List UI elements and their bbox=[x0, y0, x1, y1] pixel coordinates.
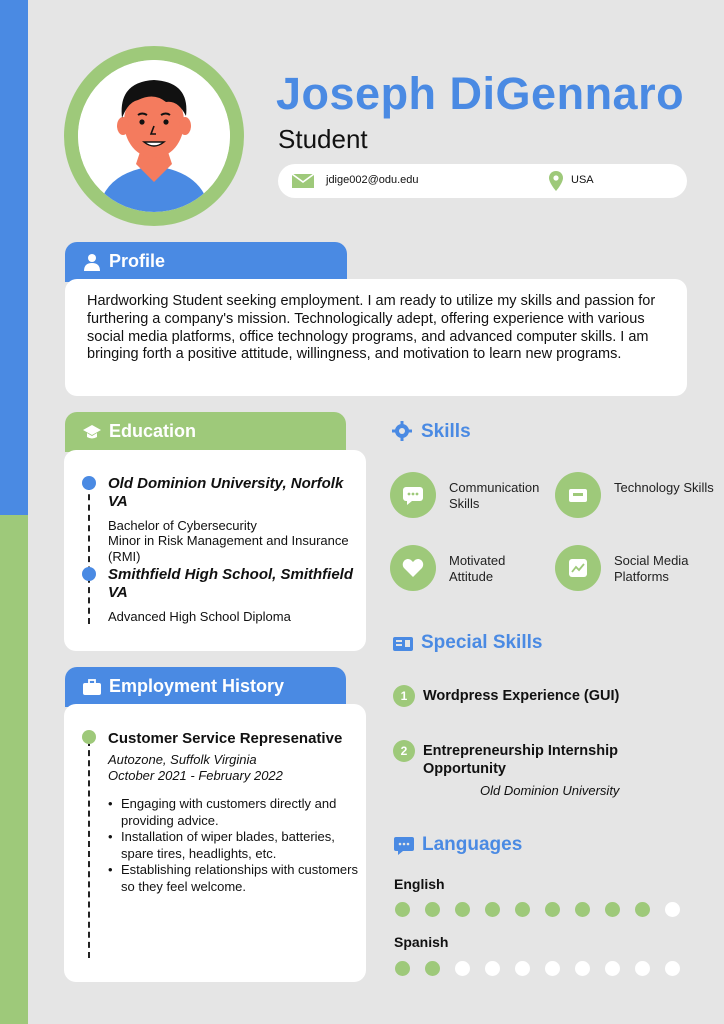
skill-label: Technology Skills bbox=[614, 480, 714, 495]
timeline-dot bbox=[82, 476, 96, 490]
graduation-cap-icon bbox=[83, 423, 101, 441]
avatar-illustration bbox=[78, 60, 230, 212]
education-school: Old Dominion University, Norfolk VA bbox=[108, 475, 344, 510]
rating-dot bbox=[485, 961, 500, 976]
envelope-icon bbox=[292, 174, 314, 188]
education-degree: Bachelor of Cybersecurity bbox=[108, 518, 257, 533]
employment-section-tab bbox=[65, 667, 346, 707]
education-degree: Advanced High School Diploma bbox=[108, 609, 291, 624]
job-duties-list bbox=[108, 796, 358, 895]
language-rating bbox=[395, 902, 680, 917]
language-name: Spanish bbox=[394, 934, 449, 950]
special-skills-heading: Special Skills bbox=[421, 632, 543, 653]
gear-icon bbox=[392, 421, 412, 441]
special-skill-title: Entrepreneurship Internship Opportunity bbox=[423, 743, 618, 777]
employment-heading: Employment History bbox=[109, 676, 285, 696]
language-name: English bbox=[394, 876, 445, 892]
rating-dot bbox=[545, 961, 560, 976]
number-badge: 2 bbox=[393, 740, 415, 762]
list-item: • Establishing relationships with customers so they feel welcome. bbox=[108, 862, 358, 895]
candidate-name: Joseph DiGennaro bbox=[276, 68, 685, 119]
rating-dot bbox=[545, 902, 560, 917]
rating-dot bbox=[395, 902, 410, 917]
rating-dot bbox=[425, 902, 440, 917]
id-card-icon bbox=[393, 634, 413, 654]
list-item: • Engaging with customers directly and providing advice. bbox=[108, 796, 358, 829]
timeline-dot bbox=[82, 730, 96, 744]
skill-label: Social Media Platforms bbox=[614, 553, 689, 584]
rating-dot bbox=[575, 961, 590, 976]
user-icon bbox=[83, 253, 101, 271]
rating-dot bbox=[605, 902, 620, 917]
skill-label: Motivated Attitude bbox=[449, 553, 506, 584]
chat-icon bbox=[401, 483, 425, 507]
job-dates: October 2021 - February 2022 bbox=[108, 768, 283, 783]
rating-dot bbox=[665, 902, 680, 917]
side-stripe-green bbox=[0, 515, 28, 1024]
rating-dot bbox=[515, 961, 530, 976]
education-heading: Education bbox=[109, 421, 197, 441]
special-skill-title: Wordpress Experience (GUI) bbox=[423, 688, 620, 704]
profile-heading: Profile bbox=[109, 251, 166, 271]
candidate-role: Student bbox=[278, 124, 368, 154]
number-badge: 1 bbox=[393, 685, 415, 707]
skill-icon-circle bbox=[390, 545, 436, 591]
location-pin-icon bbox=[549, 171, 563, 191]
chart-icon bbox=[566, 556, 590, 580]
job-employer: Autozone, Suffolk Virginia bbox=[108, 752, 257, 767]
rating-dot bbox=[575, 902, 590, 917]
rating-dot bbox=[515, 902, 530, 917]
briefcase-icon bbox=[83, 678, 101, 696]
speech-bubble-icon bbox=[394, 836, 414, 856]
special-skill-subtitle: Old Dominion University bbox=[480, 783, 620, 798]
side-stripe-blue bbox=[0, 0, 28, 515]
email-text[interactable]: jdige002@odu.edu bbox=[326, 174, 419, 186]
timeline-dot bbox=[82, 567, 96, 581]
rating-dot bbox=[395, 961, 410, 976]
job-title: Customer Service Represenative bbox=[108, 730, 343, 747]
skill-icon-circle bbox=[555, 545, 601, 591]
skills-heading: Skills bbox=[421, 421, 471, 442]
avatar bbox=[64, 46, 244, 226]
rating-dot bbox=[635, 961, 650, 976]
rating-dot bbox=[605, 961, 620, 976]
education-section-tab bbox=[65, 412, 346, 452]
rating-dot bbox=[635, 902, 650, 917]
list-item: • Installation of wiper blades, batteries, spare tires, headlights, etc. bbox=[108, 829, 358, 862]
languages-heading: Languages bbox=[422, 834, 523, 855]
profile-section-tab bbox=[65, 242, 347, 282]
employment-timeline bbox=[88, 740, 90, 958]
rating-dot bbox=[485, 902, 500, 917]
education-timeline bbox=[88, 484, 90, 624]
rating-dot bbox=[665, 961, 680, 976]
rating-dot bbox=[425, 961, 440, 976]
contact-bar bbox=[278, 164, 687, 198]
rating-dot bbox=[455, 902, 470, 917]
heart-icon bbox=[401, 556, 425, 580]
skill-label: Communication Skills bbox=[449, 480, 540, 511]
location-text: USA bbox=[571, 174, 594, 186]
skill-icon-circle bbox=[555, 472, 601, 518]
skill-icon-circle bbox=[390, 472, 436, 518]
person-avatar-icon bbox=[78, 60, 230, 212]
education-minor: Minor in Risk Management and Insurance (RMI) bbox=[108, 533, 349, 564]
language-rating bbox=[395, 961, 680, 976]
computer-icon bbox=[566, 483, 590, 507]
rating-dot bbox=[455, 961, 470, 976]
education-school: Smithfield High School, Smithfield VA bbox=[108, 566, 354, 601]
profile-summary: Hardworking Student seeking employment. I am ready to utilize my skills and passion for furthering a company's mission. Technologically adept, offering experience with various social media platforms, office technology programs, and advanced computer skills. I am bringing forth a positive attitude, willingness, and motivation to learn new programs. bbox=[87, 293, 656, 363]
